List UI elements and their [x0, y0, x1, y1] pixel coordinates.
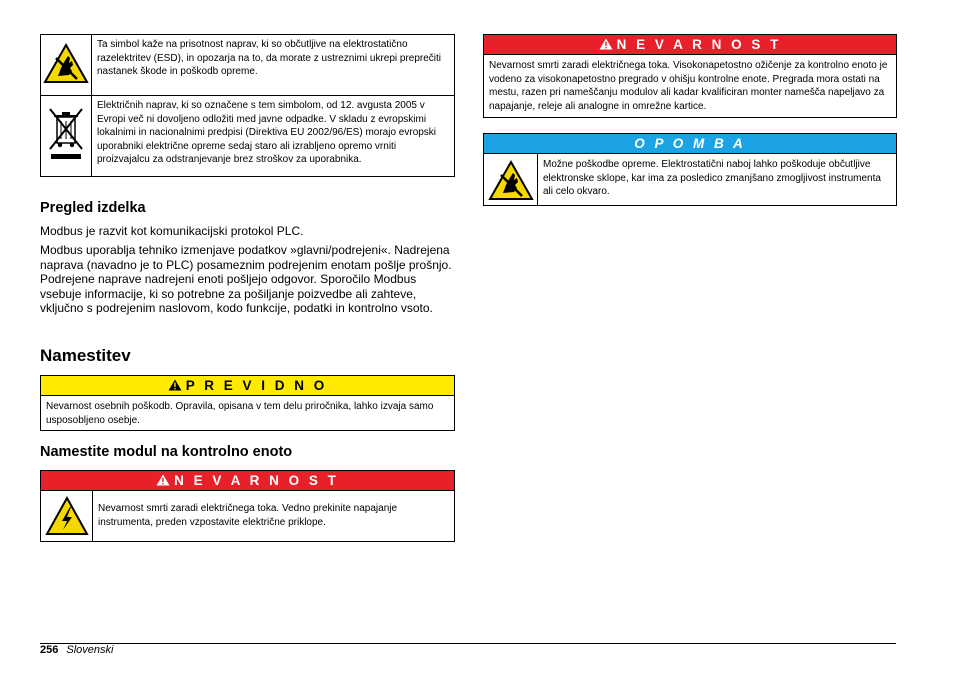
warning-triangle-icon [168, 377, 182, 396]
notice-row [484, 154, 896, 205]
danger-box-voltage [483, 34, 897, 118]
symbol-row-esd [41, 35, 455, 96]
esd-warning-icon [41, 35, 92, 96]
overview-paragraph-2: Modbus uporablja tehniko izmenjave podatkov »glavni/podrejeni«. Nadrejena naprava (navadno je to PLC) posameznim podrejenim enotam pošlje prošnjo. Podrejene naprave nadrejeni enoti pošljejo odgovor. Sporočilo Modbus vsebuje informacije, ki so potrebne za pošiljanje poizvedbe ali zahteve, vključno s podrejenim naslovom, kodo funkcije, podatki in kontrolno vsoto. [40, 243, 452, 316]
notice-box [483, 133, 897, 206]
page-footer [40, 643, 113, 657]
symbol-table [40, 34, 455, 177]
weee-crossed-bin-icon [41, 96, 92, 177]
caution-label: P R E V I D N O [185, 378, 328, 393]
notice-text: Možne poškodbe opreme. Elektrostatični naboj lahko poškoduje občutljive elektronske sklope, kar ima za posledico zmanjšano zmogljivost instrumenta ali celo okvaro. [543, 159, 881, 197]
danger-row [41, 491, 454, 541]
warning-triangle-icon [599, 36, 613, 55]
caution-header [41, 376, 454, 396]
section-heading-install: Namestitev [40, 346, 131, 365]
overview-paragraph-1: Modbus je razvit kot komunikacijski protokol PLC. [40, 224, 304, 238]
esd-warning-icon [484, 154, 538, 205]
footer-divider [40, 643, 896, 644]
caution-box [40, 375, 455, 431]
symbol-text-esd: Ta simbol kaže na prisotnost naprav, ki so občutljive na elektrostatično razelektritev (ESD), in opozarja na to, da morate z ustreznimi ukrepi preprečiti nastanek škode in poškodb opreme. [92, 35, 455, 96]
section-heading-install-module: Namestite modul na kontrolno enoto [40, 444, 293, 460]
notice-header: O P O M B A [484, 134, 896, 154]
warning-triangle-icon [156, 472, 170, 491]
symbol-text-weee: Električnih naprav, ki so označene s tem simbolom, od 12. avgusta 2005 v Evropi več ni dovoljeno odložiti med javne odpadke. V skladu z evropskimi lokalnimi in nacionalnimi predpisi (Direktiva EU 2002/96/ES) morajo evropski uporabniki električne opreme sedaj staro ali izrabljeno opremo vrniti proizvajalcu za odstranjevanje brez stroškov za uporabnika. [92, 96, 455, 177]
danger-label: N E V A R N O S T [616, 37, 782, 52]
section-heading-overview: Pregled izdelka [40, 200, 146, 216]
footer-language: Slovenski [66, 644, 114, 656]
danger-header [41, 471, 454, 491]
symbol-row-weee [41, 96, 455, 177]
danger-label: N E V A R N O S T [174, 473, 339, 488]
electrical-hazard-icon [41, 491, 93, 541]
danger-header [484, 35, 896, 55]
caution-text: Nevarnost osebnih poškodb. Opravila, opisana v tem delu priročnika, lahko izvaja samo usposobljeno osebje. [46, 401, 434, 426]
danger-text-install: Nevarnost smrti zaradi električnega toka. Vedno prekinite napajanje instrumenta, preden vzpostavite električne priklope. [98, 503, 398, 528]
danger-box-install [40, 470, 455, 542]
page-number: 256 [40, 644, 59, 656]
danger-text-voltage: Nevarnost smrti zaradi električnega toka. Visokonapetostno ožičenje za kontrolno enoto je vodeno za visokonapetostno pregrado v ohišju kontrolne enote. Pregrada mora ostati na mestu, razen pri nameščanju modulov ali kadar kvalificiran monter namešča napeljavo za napajanje, releje ali analogne in omrežne kartice. [489, 60, 888, 112]
